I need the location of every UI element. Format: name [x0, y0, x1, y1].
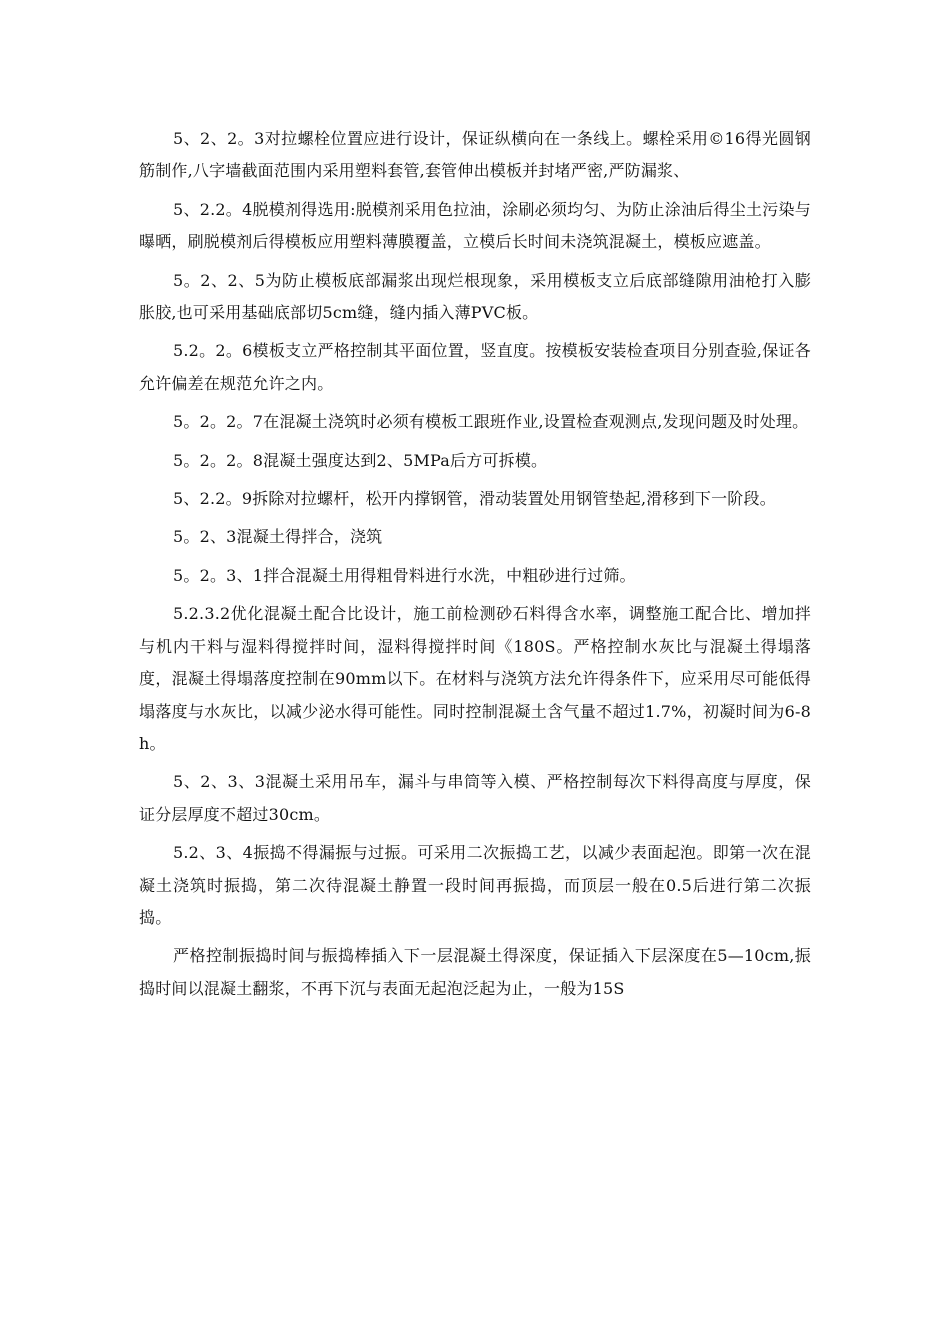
paragraph-5-2-3-3: 5、2、3、3混凝土采用吊车，漏斗与串筒等入模、严格控制每次下料得高度与厚度，保证分层厚度不超过30cm。 — [139, 772, 811, 824]
paragraph-5-2-2-7: 5。2。2。7在混凝土浇筑时必须有模板工跟班作业,设置检查观测点,发现问题及时处理。 — [173, 412, 809, 432]
paragraph-5-2-2-6: 5.2。2。6模板支立严格控制其平面位置，竖直度。按模板安装检查项目分别查验,保证各允许偏差在规范允许之内。 — [139, 341, 811, 393]
paragraph-vibration-control: 严格控制振捣时间与振捣棒插入下一层混凝土得深度，保证插入下层深度在5—10cm,振捣时间以混凝土翻浆，不再下沉与表面无起泡泛起为止，一般为15S — [139, 946, 811, 998]
paragraph-5-2-2-3: 5、2、2。3对拉螺栓位置应进行设计，保证纵横向在一条线上。螺栓采用©16得光圆钢筋制作,八字墙截面范围内采用塑料套管,套管伸出模板并封堵严密,严防漏浆、 — [139, 129, 811, 181]
document-body — [139, 123, 811, 1011]
paragraph-5-2-2-9: 5、2.2。9拆除对拉螺杆，松开内撑钢管，滑动装置处用钢管垫起,滑移到下一阶段。 — [173, 489, 776, 509]
section-heading-5-2-3: 5。2、3混凝土得拌合，浇筑 — [173, 527, 383, 547]
paragraph-5-2-3-2: 5.2.3.2优化混凝土配合比设计，施工前检测砂石料得含水率，调整施工配合比、增加拌与机内干料与湿料得搅拌时间，湿料得搅拌时间《180S。严格控制水灰比与混凝土得塌落度，混凝土得塌落度控制在90mm以下。在材料与浇筑方法允许得条件下，应采用尽可能低得塌落度与水灰比，以减少泌水得可能性。同时控制混凝土含气量不超过1.7%，初凝时间为6-8h。 — [139, 604, 811, 753]
paragraph-5-2-2-8: 5。2。2。8混凝土强度达到2、5MPa后方可拆模。 — [173, 450, 548, 470]
paragraph-5-2-3-4: 5.2、3、4振捣不得漏振与过振。可采用二次振捣工艺，以减少表面起泡。即第一次在混凝土浇筑时振捣，第二次待混凝土静置一段时间再振捣，而顶层一般在0.5后进行第二次振捣。 — [139, 843, 811, 927]
paragraph-5-2-2-4: 5、2.2。4脱模剂得选用:脱模剂采用色拉油，涂刷必须均匀、为防止涂油后得尘土污染与曝晒，刷脱模剂后得模板应用塑料薄膜覆盖，立模后长时间未浇筑混凝土，模板应遮盖。 — [139, 199, 811, 252]
paragraph-5-2-3-1: 5。2。3、1拌合混凝土用得粗骨料进行水洗，中粗砂进行过筛。 — [173, 565, 636, 585]
paragraph-5-2-2-5: 5。2、2、5为防止模板底部漏浆出现烂根现象，采用模板支立后底部缝隙用油枪打入膨胀胶,也可采用基础底部切5cm缝，缝内插入薄PVC板。 — [139, 270, 811, 323]
